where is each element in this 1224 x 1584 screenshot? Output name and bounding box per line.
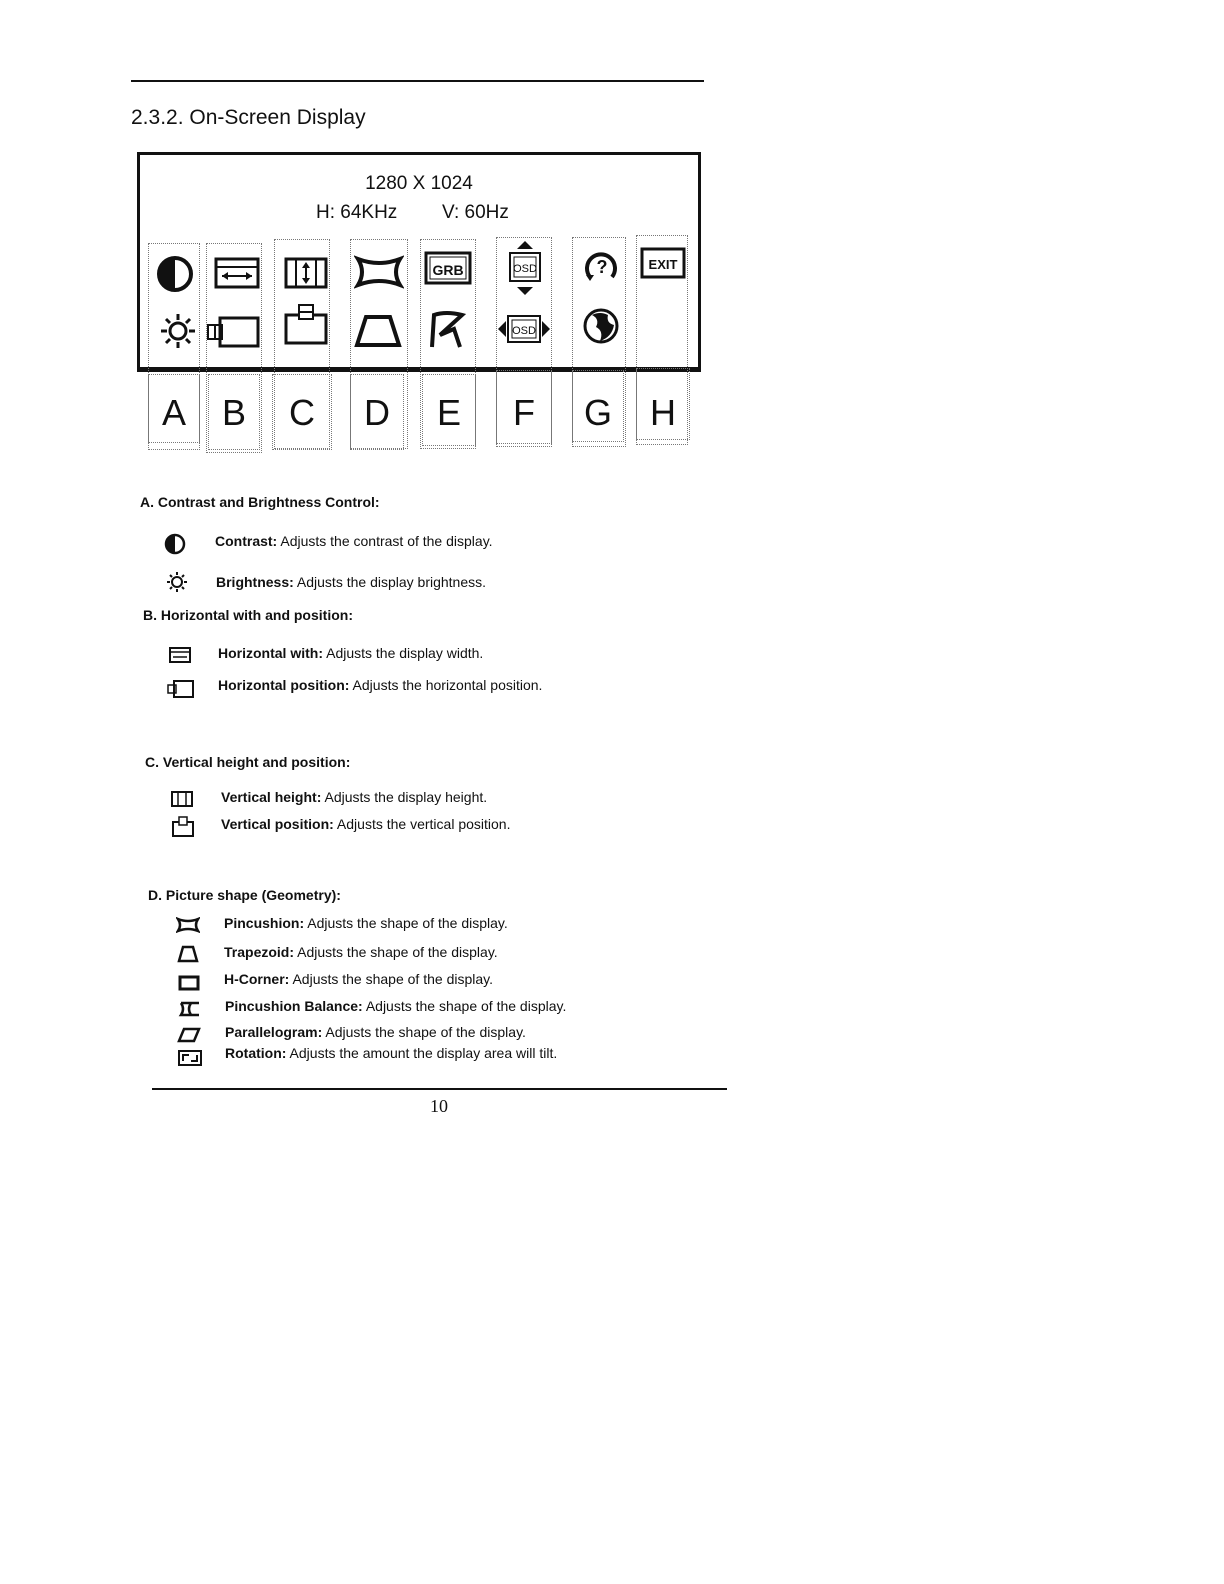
column-letter-g: G [583, 392, 612, 433]
column-letter-d: D [364, 392, 390, 433]
vertical-position-icon[interactable] [284, 303, 330, 347]
section-d-heading: D. Picture shape (Geometry): [148, 887, 341, 903]
top-rule [131, 80, 704, 82]
contrast-description: Contrast: Adjusts the contrast of the display. [215, 533, 493, 549]
h-corner-icon [178, 975, 200, 991]
osd-label-side: OSD [512, 325, 536, 337]
section-a-heading: A. Contrast and Brightness Control: [140, 494, 380, 510]
section-title: 2.3.2. On-Screen Display [131, 106, 366, 129]
rotation-description: Rotation: Adjusts the amount the display area will tilt. [225, 1045, 558, 1061]
language-globe-icon[interactable] [582, 307, 620, 345]
brightness-icon [166, 571, 188, 593]
trapezoid-icon [177, 945, 199, 963]
horizontal-position-description: Horizontal position: Adjusts the horizontal position. [218, 677, 543, 693]
section-b-heading: B. Horizontal with and position: [143, 607, 353, 623]
horizontal-position-icon[interactable] [206, 315, 262, 349]
osd-vertical-position-icon[interactable] [504, 239, 546, 297]
color-temperature-icon[interactable] [426, 309, 468, 349]
horizontal-position-icon [167, 680, 195, 698]
vertical-position-description: Vertical position: Adjusts the vertical position. [221, 816, 511, 832]
parallelogram-description: Parallelogram: Adjusts the shape of the display. [225, 1024, 526, 1040]
bottom-rule [152, 1088, 727, 1090]
contrast-icon[interactable] [156, 255, 194, 293]
pincushion-balance-description: Pincushion Balance: Adjusts the shape of the display. [225, 998, 567, 1014]
exit-label: EXIT [648, 257, 678, 272]
trapezoid-description: Trapezoid: Adjusts the shape of the display. [224, 944, 498, 960]
page-number: 10 [430, 1096, 448, 1116]
contrast-icon [164, 533, 186, 555]
pincushion-balance-icon [177, 1001, 201, 1017]
pincushion-icon [176, 917, 200, 933]
h-freq-readout: H: 64KHz [316, 202, 398, 223]
column-letter-h: H [650, 392, 676, 433]
column-letter-e: E [436, 392, 461, 433]
svg-text:?: ? [596, 257, 608, 277]
parallelogram-icon [177, 1027, 201, 1043]
column-letter-f: F [513, 392, 535, 433]
rotation-icon [178, 1050, 202, 1066]
column-letter-c: C [289, 392, 315, 433]
v-freq-readout: V: 60Hz [442, 202, 509, 223]
osd-screen [137, 152, 701, 372]
rgb-label: GRB [432, 262, 464, 278]
osd-label-up: OSD [513, 263, 537, 275]
resolution-readout: 1280 X 1024 [365, 173, 473, 194]
trapezoid-icon[interactable] [354, 313, 402, 349]
vertical-height-icon[interactable] [284, 257, 328, 289]
exit-icon[interactable] [640, 247, 686, 279]
brightness-description: Brightness: Adjusts the display brightness. [216, 574, 487, 590]
pincushion-icon[interactable] [354, 255, 404, 289]
column-letter-b: B [221, 392, 246, 433]
vertical-height-icon [171, 791, 193, 807]
h-corner-description: H-Corner: Adjusts the shape of the display. [224, 971, 493, 987]
pincushion-description: Pincushion: Adjusts the shape of the display. [224, 915, 508, 931]
column-letter-a: A [161, 392, 186, 433]
vertical-height-description: Vertical height: Adjusts the display height. [221, 789, 488, 805]
horizontal-width-description: Horizontal with: Adjusts the display width. [218, 645, 484, 661]
horizontal-width-icon [169, 647, 191, 663]
recall-icon[interactable] [582, 247, 622, 287]
color-rgb-icon[interactable] [424, 251, 472, 285]
section-c-heading: C. Vertical height and position: [145, 754, 351, 770]
brightness-icon[interactable] [160, 313, 196, 349]
osd-horizontal-position-icon[interactable] [496, 313, 552, 345]
horizontal-width-icon[interactable] [214, 257, 260, 289]
vertical-position-icon [172, 816, 194, 838]
